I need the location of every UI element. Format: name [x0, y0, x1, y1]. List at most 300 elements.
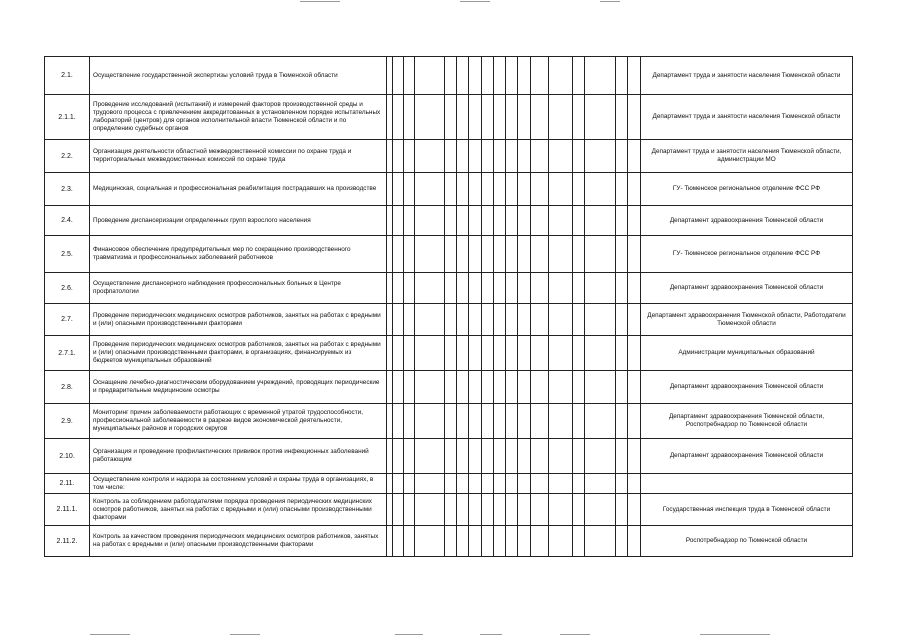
schedule-cell: [457, 140, 469, 173]
schedule-cell: [415, 404, 445, 439]
schedule-cell: [457, 236, 469, 273]
schedule-cell: [573, 273, 585, 304]
schedule-cell: [585, 206, 616, 236]
schedule-cell: [445, 404, 457, 439]
row-number: 2.3.: [45, 173, 90, 206]
row-number: 2.11.: [45, 474, 90, 494]
schedule-cell: [585, 273, 616, 304]
schedule-cell: [482, 474, 494, 494]
schedule-cell: [531, 173, 549, 206]
table-row: [45, 439, 853, 474]
schedule-cell: [482, 371, 494, 404]
schedule-cell: [404, 236, 415, 273]
schedule-cell: [494, 304, 506, 336]
table-row: [45, 236, 853, 273]
schedule-cell: [531, 336, 549, 371]
schedule-cell: [404, 439, 415, 474]
schedule-cell: [494, 371, 506, 404]
schedule-cell: [573, 304, 585, 336]
schedule-cell: [585, 173, 616, 206]
schedule-cell: [404, 140, 415, 173]
schedule-cell: [404, 57, 415, 95]
schedule-cell: [573, 236, 585, 273]
table-row: [45, 173, 853, 206]
schedule-cell: [404, 474, 415, 494]
schedule-cell: [585, 404, 616, 439]
schedule-cell: [518, 173, 531, 206]
schedule-cell: [457, 404, 469, 439]
schedule-cell: [445, 494, 457, 526]
schedule-cell: [549, 439, 573, 474]
schedule-cell: [404, 526, 415, 557]
schedule-cell: [616, 474, 628, 494]
schedule-cell: [616, 236, 628, 273]
table-row: [45, 474, 853, 494]
schedule-cell: [482, 236, 494, 273]
schedule-cell: [445, 526, 457, 557]
schedule-cell: [482, 57, 494, 95]
schedule-cell: [404, 95, 415, 140]
schedule-cell: [531, 206, 549, 236]
schedule-cell: [518, 273, 531, 304]
schedule-cell: [482, 273, 494, 304]
schedule-cell: [616, 336, 628, 371]
schedule-cell: [518, 371, 531, 404]
table-row: [45, 371, 853, 404]
schedule-cell: [573, 57, 585, 95]
schedule-cell: [393, 371, 404, 404]
schedule-cell: [506, 304, 518, 336]
schedule-cell: [469, 206, 482, 236]
schedule-cell: [573, 371, 585, 404]
schedule-cell: [616, 57, 628, 95]
schedule-cell: [494, 140, 506, 173]
schedule-cell: [506, 404, 518, 439]
schedule-cell: [393, 95, 404, 140]
schedule-cell: [404, 304, 415, 336]
schedule-cell: [628, 336, 641, 371]
schedule-cell: [616, 404, 628, 439]
row-description: Проведение периодических медицинских осмотров работников, занятых на работах с вредными и (или) опасными производственными факторами: [90, 304, 387, 336]
schedule-cell: [469, 404, 482, 439]
schedule-cell: [506, 57, 518, 95]
row-description: Осуществление диспансерного наблюдения профессиональных больных в Центре профпатологии: [90, 273, 387, 304]
table-row: [45, 526, 853, 557]
row-description: Медицинская, социальная и профессиональная реабилитация пострадавших на производстве: [90, 173, 387, 206]
schedule-cell: [415, 526, 445, 557]
schedule-cell: [628, 371, 641, 404]
row-description: Осуществление государственной экспертизы условий труда в Тюменской области: [90, 57, 387, 95]
schedule-cell: [469, 140, 482, 173]
schedule-cell: [415, 206, 445, 236]
schedule-cell: [616, 95, 628, 140]
schedule-cell: [469, 304, 482, 336]
schedule-cell: [445, 273, 457, 304]
table-row: [45, 206, 853, 236]
schedule-cell: [573, 173, 585, 206]
schedule-cell: [469, 273, 482, 304]
schedule-cell: [393, 236, 404, 273]
schedule-cell: [469, 526, 482, 557]
schedule-cell: [457, 526, 469, 557]
schedule-cell: [628, 206, 641, 236]
row-number: 2.4.: [45, 206, 90, 236]
schedule-cell: [445, 57, 457, 95]
table-row: [45, 95, 853, 140]
schedule-cell: [393, 173, 404, 206]
schedule-cell: [482, 173, 494, 206]
schedule-cell: [393, 526, 404, 557]
schedule-cell: [616, 371, 628, 404]
schedule-cell: [616, 140, 628, 173]
schedule-cell: [506, 371, 518, 404]
schedule-cell: [393, 304, 404, 336]
schedule-cell: [628, 526, 641, 557]
table-row: [45, 494, 853, 526]
schedule-cell: [518, 304, 531, 336]
schedule-cell: [585, 494, 616, 526]
schedule-cell: [616, 304, 628, 336]
row-description: Мониторинг причин заболеваемости работающих с временной утратой трудоспособности, профессиональной заболеваемости в разрезе видов экономической деятельности, муниципальных районов и городских округов: [90, 404, 387, 439]
responsible-organization: [641, 474, 853, 494]
schedule-cell: [445, 236, 457, 273]
schedule-cell: [506, 439, 518, 474]
row-number: 2.8.: [45, 371, 90, 404]
schedule-cell: [457, 494, 469, 526]
schedule-cell: [457, 336, 469, 371]
row-description: Проведение диспансеризации определенных групп взрослого населения: [90, 206, 387, 236]
schedule-cell: [494, 95, 506, 140]
row-number: 2.1.1.: [45, 95, 90, 140]
responsible-organization: Департамент труда и занятости населения Тюменской области: [641, 57, 853, 95]
schedule-cell: [393, 140, 404, 173]
row-number: 2.11.1.: [45, 494, 90, 526]
row-description: Финансовое обеспечение предупредительных мер по сокращению производственного травматизма и профессиональных заболеваний работников: [90, 236, 387, 273]
schedule-cell: [482, 336, 494, 371]
schedule-cell: [393, 474, 404, 494]
schedule-cell: [531, 236, 549, 273]
row-number: 2.7.: [45, 304, 90, 336]
schedule-cell: [628, 404, 641, 439]
program-table: [44, 56, 853, 557]
schedule-cell: [549, 474, 573, 494]
row-number: 2.6.: [45, 273, 90, 304]
schedule-cell: [573, 526, 585, 557]
schedule-cell: [518, 439, 531, 474]
schedule-cell: [585, 57, 616, 95]
schedule-cell: [469, 439, 482, 474]
schedule-cell: [482, 404, 494, 439]
schedule-cell: [445, 439, 457, 474]
schedule-cell: [445, 304, 457, 336]
schedule-cell: [531, 371, 549, 404]
schedule-cell: [457, 474, 469, 494]
schedule-cell: [482, 95, 494, 140]
schedule-cell: [531, 404, 549, 439]
schedule-cell: [628, 236, 641, 273]
schedule-cell: [457, 173, 469, 206]
schedule-cell: [393, 206, 404, 236]
schedule-cell: [393, 273, 404, 304]
schedule-cell: [616, 273, 628, 304]
schedule-cell: [506, 474, 518, 494]
schedule-cell: [628, 474, 641, 494]
schedule-cell: [457, 206, 469, 236]
schedule-cell: [549, 95, 573, 140]
row-number: 2.2.: [45, 140, 90, 173]
schedule-cell: [628, 95, 641, 140]
schedule-cell: [549, 371, 573, 404]
schedule-cell: [469, 95, 482, 140]
schedule-cell: [469, 494, 482, 526]
responsible-organization: Департамент здравоохранения Тюменской области: [641, 273, 853, 304]
schedule-cell: [585, 304, 616, 336]
schedule-cell: [518, 206, 531, 236]
schedule-cell: [628, 140, 641, 173]
schedule-cell: [415, 494, 445, 526]
schedule-cell: [549, 236, 573, 273]
schedule-cell: [518, 236, 531, 273]
row-description: Организация и проведение профилактических прививок против инфекционных заболеваний работающим: [90, 439, 387, 474]
responsible-organization: Департамент здравоохранения Тюменской области, Работодатели Тюменской области: [641, 304, 853, 336]
schedule-cell: [531, 304, 549, 336]
schedule-cell: [518, 526, 531, 557]
schedule-cell: [585, 371, 616, 404]
schedule-cell: [531, 273, 549, 304]
schedule-cell: [469, 371, 482, 404]
row-number: 2.1.: [45, 57, 90, 95]
schedule-cell: [445, 140, 457, 173]
schedule-cell: [445, 206, 457, 236]
schedule-cell: [457, 439, 469, 474]
row-number: 2.11.2.: [45, 526, 90, 557]
schedule-cell: [506, 140, 518, 173]
responsible-organization: Государственная инспекция труда в Тюменской области: [641, 494, 853, 526]
schedule-cell: [393, 336, 404, 371]
responsible-organization: Департамент здравоохранения Тюменской области: [641, 439, 853, 474]
row-description: Организация деятельности областной межведомственной комиссии по охране труда и территориальных межведомственных комиссий по охране труда: [90, 140, 387, 173]
schedule-cell: [506, 273, 518, 304]
row-number: 2.9.: [45, 404, 90, 439]
table-row: [45, 404, 853, 439]
schedule-cell: [506, 336, 518, 371]
schedule-cell: [482, 206, 494, 236]
schedule-cell: [415, 95, 445, 140]
schedule-cell: [469, 236, 482, 273]
schedule-cell: [518, 404, 531, 439]
schedule-cell: [549, 304, 573, 336]
schedule-cell: [585, 526, 616, 557]
schedule-cell: [573, 206, 585, 236]
schedule-cell: [482, 304, 494, 336]
schedule-cell: [549, 336, 573, 371]
schedule-cell: [518, 57, 531, 95]
schedule-cell: [585, 336, 616, 371]
schedule-cell: [404, 371, 415, 404]
schedule-cell: [494, 494, 506, 526]
schedule-cell: [415, 439, 445, 474]
schedule-cell: [506, 95, 518, 140]
schedule-cell: [616, 206, 628, 236]
schedule-cell: [616, 173, 628, 206]
schedule-cell: [457, 273, 469, 304]
schedule-cell: [549, 206, 573, 236]
schedule-cell: [616, 526, 628, 557]
schedule-cell: [494, 474, 506, 494]
schedule-cell: [404, 336, 415, 371]
table-row: [45, 140, 853, 173]
row-description: Проведение периодических медицинских осмотров работников, занятых на работах с вредными и (или) опасными производственными факторами, в организациях, финансируемых из бюджетов муниципальных образований: [90, 336, 387, 371]
schedule-cell: [445, 173, 457, 206]
responsible-organization: Департамент труда и занятости населения Тюменской области: [641, 95, 853, 140]
schedule-cell: [415, 304, 445, 336]
row-description: Контроль за качеством проведения периодических медицинских осмотров работников, занятых на работах с вредными и (или) опасными производственными факторами: [90, 526, 387, 557]
schedule-cell: [445, 336, 457, 371]
schedule-cell: [531, 474, 549, 494]
schedule-cell: [585, 140, 616, 173]
table-row: [45, 304, 853, 336]
schedule-cell: [628, 494, 641, 526]
responsible-organization: Департамент здравоохранения Тюменской области: [641, 206, 853, 236]
schedule-cell: [585, 439, 616, 474]
schedule-cell: [393, 494, 404, 526]
schedule-cell: [445, 95, 457, 140]
schedule-cell: [628, 57, 641, 95]
responsible-organization: ГУ- Тюменское региональное отделение ФСС РФ: [641, 173, 853, 206]
schedule-cell: [415, 474, 445, 494]
schedule-cell: [482, 494, 494, 526]
schedule-cell: [404, 173, 415, 206]
table-row: [45, 57, 853, 95]
schedule-cell: [549, 173, 573, 206]
schedule-cell: [494, 57, 506, 95]
schedule-cell: [518, 336, 531, 371]
schedule-cell: [415, 336, 445, 371]
schedule-cell: [549, 57, 573, 95]
schedule-cell: [469, 173, 482, 206]
schedule-cell: [415, 371, 445, 404]
schedule-cell: [494, 336, 506, 371]
schedule-cell: [445, 474, 457, 494]
schedule-cell: [506, 526, 518, 557]
schedule-cell: [404, 273, 415, 304]
schedule-cell: [404, 404, 415, 439]
schedule-cell: [494, 404, 506, 439]
schedule-cell: [531, 526, 549, 557]
schedule-cell: [469, 336, 482, 371]
schedule-cell: [628, 173, 641, 206]
schedule-cell: [531, 140, 549, 173]
schedule-cell: [445, 371, 457, 404]
schedule-cell: [518, 95, 531, 140]
row-description: Осуществление контроля и надзора за состоянием условий и охраны труда в организациях, в том числе:: [90, 474, 387, 494]
schedule-cell: [585, 95, 616, 140]
schedule-cell: [506, 173, 518, 206]
schedule-cell: [415, 173, 445, 206]
schedule-cell: [482, 140, 494, 173]
schedule-cell: [531, 57, 549, 95]
responsible-organization: Департамент труда и занятости населения Тюменской области, администрации МО: [641, 140, 853, 173]
row-description: Контроль за соблюдением работодателями порядка проведения периодических медицинских осмотров работников, занятых на работах с вредными и (или) опасными производственными факторами: [90, 494, 387, 526]
schedule-cell: [482, 526, 494, 557]
schedule-cell: [531, 494, 549, 526]
schedule-cell: [415, 57, 445, 95]
schedule-cell: [393, 57, 404, 95]
row-number: 2.7.1.: [45, 336, 90, 371]
schedule-cell: [457, 95, 469, 140]
schedule-cell: [415, 273, 445, 304]
table-row: [45, 336, 853, 371]
schedule-cell: [628, 439, 641, 474]
schedule-cell: [494, 206, 506, 236]
schedule-cell: [573, 404, 585, 439]
schedule-cell: [494, 173, 506, 206]
responsible-organization: Департамент здравоохранения Тюменской области, Роспотребнадзор по Тюменской области: [641, 404, 853, 439]
schedule-cell: [549, 526, 573, 557]
schedule-cell: [506, 494, 518, 526]
schedule-cell: [531, 95, 549, 140]
schedule-cell: [494, 526, 506, 557]
schedule-cell: [457, 304, 469, 336]
schedule-cell: [573, 474, 585, 494]
schedule-cell: [628, 273, 641, 304]
schedule-cell: [494, 439, 506, 474]
schedule-cell: [393, 404, 404, 439]
schedule-cell: [573, 336, 585, 371]
schedule-cell: [469, 474, 482, 494]
schedule-cell: [573, 439, 585, 474]
schedule-cell: [506, 236, 518, 273]
schedule-cell: [573, 140, 585, 173]
schedule-cell: [616, 494, 628, 526]
schedule-cell: [404, 206, 415, 236]
schedule-cell: [573, 95, 585, 140]
schedule-cell: [549, 404, 573, 439]
schedule-cell: [457, 57, 469, 95]
row-description: Оснащение лечебно-диагностическим оборудованием учреждений, проводящих периодические и предварительные медицинские осмотры: [90, 371, 387, 404]
schedule-cell: [549, 494, 573, 526]
schedule-cell: [469, 57, 482, 95]
schedule-cell: [518, 494, 531, 526]
schedule-cell: [494, 273, 506, 304]
schedule-cell: [457, 371, 469, 404]
schedule-cell: [585, 236, 616, 273]
schedule-cell: [393, 439, 404, 474]
responsible-organization: Роспотребнадзор по Тюменской области: [641, 526, 853, 557]
schedule-cell: [494, 236, 506, 273]
schedule-cell: [585, 474, 616, 494]
schedule-cell: [628, 304, 641, 336]
responsible-organization: ГУ- Тюменское региональное отделение ФСС РФ: [641, 236, 853, 273]
schedule-cell: [482, 439, 494, 474]
schedule-cell: [506, 206, 518, 236]
schedule-cell: [404, 494, 415, 526]
row-number: 2.10.: [45, 439, 90, 474]
schedule-cell: [518, 140, 531, 173]
schedule-cell: [531, 439, 549, 474]
schedule-cell: [573, 494, 585, 526]
schedule-cell: [549, 273, 573, 304]
schedule-cell: [415, 236, 445, 273]
responsible-organization: Администрации муниципальных образований: [641, 336, 853, 371]
schedule-cell: [415, 140, 445, 173]
row-number: 2.5.: [45, 236, 90, 273]
table-row: [45, 273, 853, 304]
row-description: Проведение исследований (испытаний) и измерений факторов производственной среды и трудового процесса с привлечением аккредитованных в установленном порядке испытательных лабораторий (центров) для органов исполнительной власти Тюменской области и по определению судебных органов: [90, 95, 387, 140]
responsible-organization: Департамент здравоохранения Тюменской области: [641, 371, 853, 404]
schedule-cell: [518, 474, 531, 494]
schedule-cell: [616, 439, 628, 474]
